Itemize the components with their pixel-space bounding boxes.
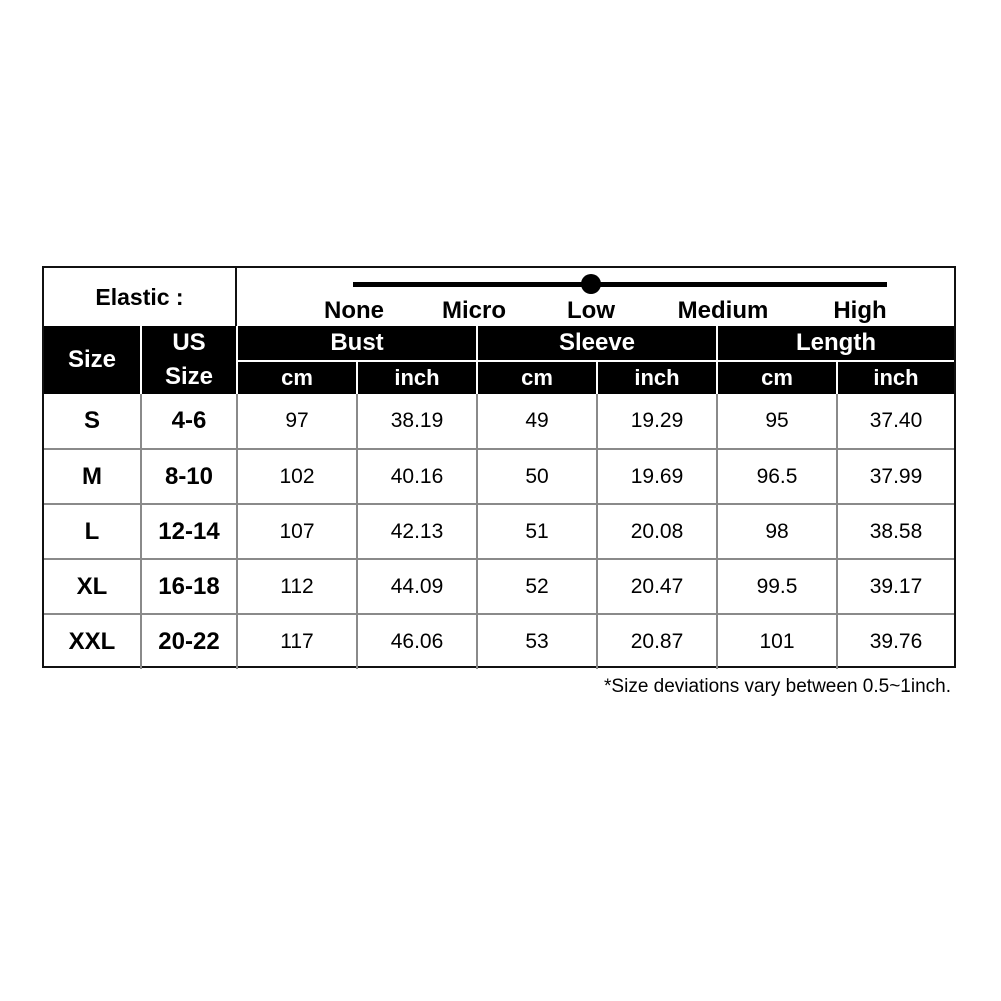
header-sleeve-cm: cm	[477, 361, 597, 394]
cell-size: XL	[44, 559, 141, 614]
cell-sleeve-cm: 51	[477, 504, 597, 559]
cell-length-in: 39.17	[837, 559, 954, 614]
cell-us: 16-18	[141, 559, 237, 614]
header-bust: Bust	[237, 326, 477, 361]
header-length-cm: cm	[717, 361, 837, 394]
cell-sleeve-cm: 52	[477, 559, 597, 614]
elastic-label: Elastic :	[44, 268, 237, 326]
table-row	[44, 394, 954, 449]
cell-size: S	[83, 407, 100, 434]
table-row	[44, 504, 954, 559]
cell-bust-cm: 117	[237, 614, 357, 669]
cell-sleeve-cm: 50	[477, 449, 597, 504]
cell-bust-cm: 97	[237, 394, 357, 449]
cell-sleeve-in: 19.29	[597, 394, 717, 449]
cell-sleeve-cm: 53	[477, 614, 597, 669]
size-note: *Size deviations vary between 0.5~1inch.	[604, 676, 951, 697]
cell-sleeve-in: 20.87	[597, 614, 717, 669]
cell-length-in: 38.58	[837, 504, 954, 559]
cell-length-in: 39.76	[837, 614, 954, 669]
cell-length-cm: 98	[717, 504, 837, 559]
cell-size: XXL	[44, 614, 141, 669]
cell-us: 12-14	[141, 504, 237, 559]
table-row	[44, 614, 954, 669]
header-sleeve: Sleeve	[477, 326, 717, 361]
cell-bust-in: 46.06	[357, 614, 477, 669]
cell-bust-in: 44.09	[357, 559, 477, 614]
cell-bust-cm: 107	[237, 504, 357, 559]
cell-length-cm: 96.5	[717, 449, 837, 504]
elastic-scale-line	[353, 282, 887, 287]
cell-us: 8-10	[141, 449, 237, 504]
table-row	[44, 559, 954, 614]
cell-sleeve-cm: 49	[477, 394, 597, 449]
cell-sleeve-in: 20.47	[597, 559, 717, 614]
cell-us: 20-22	[141, 614, 237, 669]
cell-bust-in: 42.13	[357, 504, 477, 559]
header-sleeve-inch: inch	[597, 361, 717, 394]
cell-length-in: 37.40	[837, 394, 954, 449]
header-bust-cm: cm	[237, 361, 357, 394]
table-row	[44, 449, 954, 504]
cell-us: 4-6	[141, 394, 237, 449]
size-table-body	[44, 394, 954, 669]
header-bust-inch: inch	[357, 361, 477, 394]
cell-length-cm: 99.5	[717, 559, 837, 614]
cell-bust-in: 40.16	[357, 449, 477, 504]
header-us-size	[141, 326, 237, 394]
size-table	[44, 326, 954, 669]
header-us-size-text: US Size	[164, 329, 214, 390]
elastic-row	[44, 268, 954, 328]
cell-size: L	[44, 504, 141, 559]
elastic-level-medium: Medium	[677, 297, 769, 324]
size-chart	[42, 266, 956, 668]
cell-sleeve-in: 20.08	[597, 504, 717, 559]
cell-bust-in: 38.19	[357, 394, 477, 449]
header-length: Length	[717, 326, 954, 361]
elastic-indicator-dot	[581, 274, 601, 294]
cell-length-cm: 95	[717, 394, 837, 449]
elastic-level-low: Low	[567, 297, 615, 324]
header-size: Size	[44, 326, 141, 394]
elastic-level-none: None	[324, 297, 384, 324]
cell-size: M	[44, 449, 141, 504]
elastic-level-micro: Micro	[441, 297, 507, 324]
elastic-level-high: High	[833, 297, 887, 324]
cell-bust-cm: 102	[237, 449, 357, 504]
cell-length-in: 37.99	[837, 449, 954, 504]
cell-length-cm: 101	[717, 614, 837, 669]
cell-sleeve-in: 19.69	[597, 449, 717, 504]
cell-bust-cm: 112	[237, 559, 357, 614]
header-length-inch: inch	[837, 361, 954, 394]
